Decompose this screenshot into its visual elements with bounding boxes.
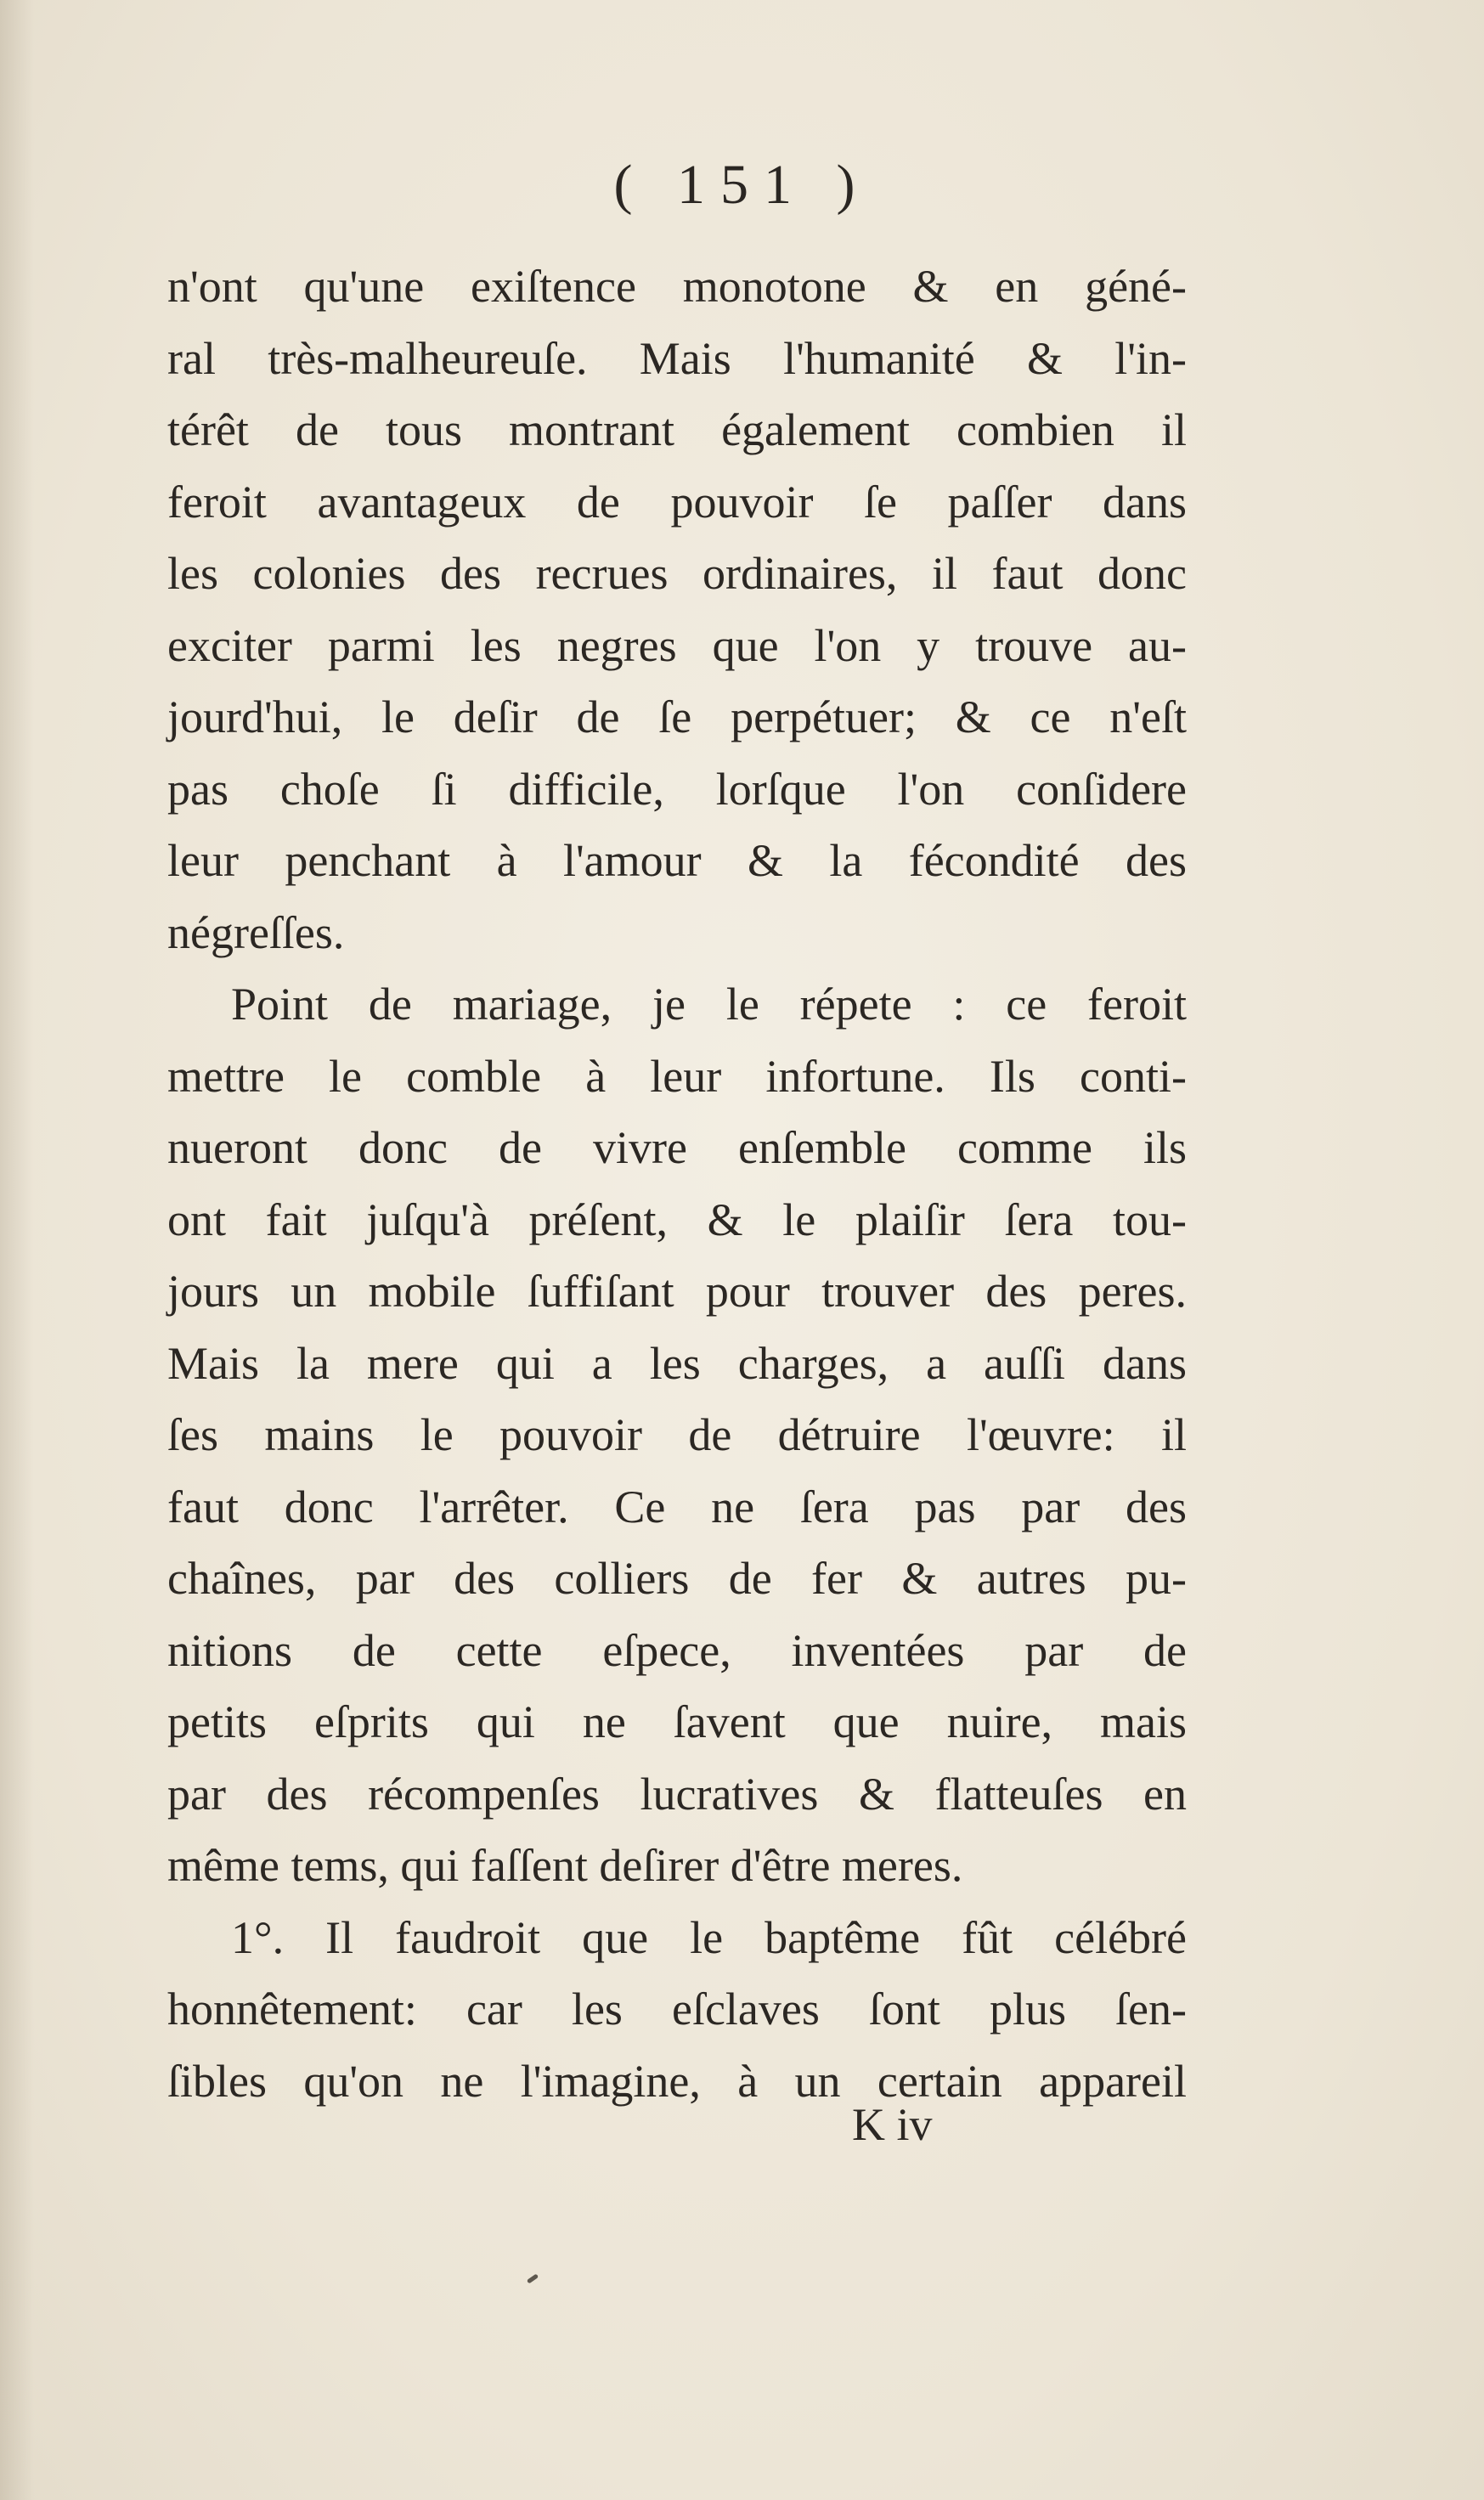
text-line: Mais la mere qui a les charges, a auſſi dans [167,1337,1187,1389]
text-line: faut donc l'arrêter. Ce ne ſera pas par des [167,1481,1187,1532]
text-line: même tems, qui faſſent deſirer d'être meres. [167,1840,963,1891]
gutter-shadow [0,0,34,2500]
text-line: nueront donc de vivre enſemble comme ils [167,1122,1187,1173]
text-line: chaînes, par des colliers de fer & autres pu- [167,1553,1187,1604]
text-line: mettre le comble à leur infortune. Ils conti- [167,1050,1187,1102]
page-number-header: ( 151 ) [613,154,871,216]
body-text [167,251,1187,2117]
text-line: les colonies des recrues ordinaires, il faut donc [167,548,1187,599]
text-line: leur penchant à l'amour & la fécondité des [167,835,1187,886]
text-line: ral très-malheureuſe. Mais l'humanité & l'in- [167,332,1187,384]
text-line: térêt de tous montrant également combien il [167,404,1187,455]
text-line: jours un mobile ſuffiſant pour trouver des peres. [167,1266,1187,1317]
text-line: ont fait juſqu'à préſent, & le plaiſir ſera tou- [167,1194,1187,1245]
text-line: honnêtement: car les eſclaves ſont plus ſen- [167,1984,1187,2034]
text-line: exciter parmi les negres que l'on y trouve au- [167,619,1187,671]
text-line: négreſſes. [167,906,345,958]
text-line: nitions de cette eſpece, inventées par de [167,1624,1187,1676]
text-line: n'ont qu'une exiſtence monotone & en géné- [167,261,1187,312]
text-line: 1°. Il faudroit que le baptême fût célébré [231,1911,1187,1963]
text-line: par des récompenſes lucratives & flatteuſes en [167,1768,1187,1820]
text-line: ſibles qu'on ne l'imagine, à un certain appareil [167,2055,1187,2107]
text-line: feroit avantageux de pouvoir ſe paſſer dans [167,476,1187,528]
ink-speck [527,2273,539,2283]
text-line: Point de mariage, je le répete : ce feroit [231,979,1187,1030]
text-line: ſes mains le pouvoir de détruire l'œuvre: il [167,1409,1187,1460]
text-line: jourd'hui, le deſir de ſe perpétuer; & ce n'eſt [167,691,1187,742]
text-line: petits eſprits qui ne ſavent que nuire, mais [167,1696,1187,1747]
text-line: pas choſe ſi difficile, lorſque l'on conſidere [167,763,1187,815]
catchword: K iv [852,2099,933,2150]
